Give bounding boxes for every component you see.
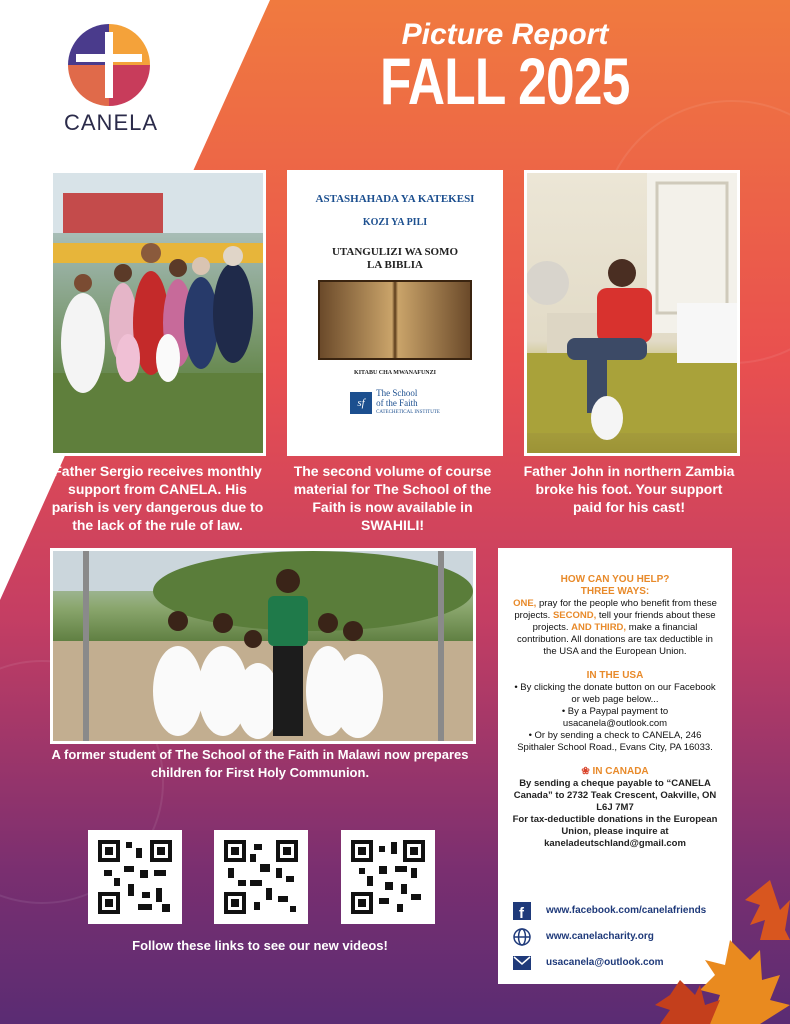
autumn-leaves-icon — [650, 880, 790, 1024]
qr-code-icon — [224, 840, 298, 914]
eu-option: For tax-deductible donations in the European Union, please inquire at kaneladeutschland@gmail.com — [512, 814, 718, 849]
help-heading: HOW CAN YOU HELP? — [560, 574, 670, 585]
globe-icon — [512, 927, 532, 947]
usa-option-2: • By a Paypal payment to usacanela@outlook.com — [561, 706, 669, 729]
caption-malawi: A former student of The School of the Faith in Malawi now prepares children for First Holy Communion. — [51, 747, 469, 780]
qr-code-icon — [351, 840, 425, 914]
usa-heading: IN THE USA — [586, 670, 644, 681]
facebook-link[interactable]: www.facebook.com/canelafriends — [546, 905, 707, 916]
canela-logo[interactable] — [64, 24, 159, 136]
qr-code-icon — [98, 840, 172, 914]
caption-father-john: Father John in northern Zambia broke his foot. Your support paid for his cast! — [523, 463, 735, 515]
envelope-icon — [512, 953, 532, 973]
book-title-1: ASTASHAHADA YA KATEKESI — [315, 193, 475, 205]
photo-malawi-children — [50, 548, 476, 744]
help-subheading: THREE WAYS: — [580, 586, 650, 597]
book-title-2: KOZI YA PILI — [362, 217, 428, 228]
cross-logo-icon — [68, 24, 150, 106]
photo-father-john — [524, 170, 740, 456]
qr-code-1[interactable] — [88, 830, 182, 924]
sf-logo-icon: sf — [350, 392, 372, 414]
help-three-ways-text: ONE, pray for the people who benefit from these projects. SECOND, tell your friends about these projects. AND THIRD, make a financial contribution. All donations are tax deductible in the USA and the European Union. — [513, 598, 717, 657]
page-title — [380, 18, 700, 118]
title-main: FALL 2025 — [380, 44, 630, 118]
website-link[interactable]: www.canelacharity.org — [546, 931, 654, 942]
logo-name: CANELA — [64, 110, 159, 135]
photo-book-cover — [287, 170, 503, 456]
email-link[interactable]: usacanela@outlook.com — [546, 957, 664, 968]
usa-option-1: • By clicking the donate button on our Facebook or web page below... — [514, 682, 716, 705]
qr-code-3[interactable] — [341, 830, 435, 924]
follow-links-text: Follow these links to see our new videos! — [132, 938, 388, 953]
qr-code-2[interactable] — [214, 830, 308, 924]
facebook-icon — [512, 901, 532, 921]
title-subtitle: Picture Report — [401, 18, 609, 51]
book-title-3: UTANGULIZI WA SOMO LA BIBLIA — [331, 246, 459, 271]
school-of-faith-logo: sf The School of the Faith CATECHETICAL INSTITUTE — [290, 388, 500, 418]
svg-text:f: f — [519, 905, 524, 920]
canada-option: By sending a cheque payable to “CANELA Canada” to 2732 Teak Crescent, Oakville, ON L6J 7M7 — [513, 778, 717, 813]
book-subtitle: KITABU CHA MWANAFUNZI — [354, 370, 436, 376]
book-illustration — [318, 280, 472, 360]
caption-book: The second volume of course material for The School of the Faith is now available in SWAHILI! — [293, 463, 492, 533]
canada-heading: ❀ IN CANADA — [581, 766, 649, 777]
photo-father-sergio — [50, 170, 266, 456]
maple-leaf-icon: ❀ — [581, 766, 590, 777]
caption-father-sergio: Father Sergio receives monthly support from CANELA. His parish is very dangerous due to the lack of the rule of law. — [51, 463, 264, 533]
usa-option-3: • Or by sending a check to CANELA, 246 Spithaler School Road., Evans City, PA 16033. — [517, 730, 713, 753]
